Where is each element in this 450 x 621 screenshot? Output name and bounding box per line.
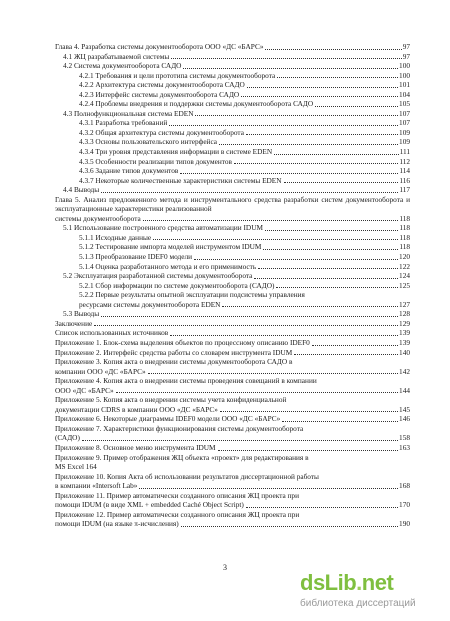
toc-leader	[274, 154, 398, 155]
toc-page-number: 109	[399, 127, 410, 137]
toc-entry-title-cont: ООО «ДС «БАРС»	[55, 385, 114, 395]
toc-entry-title: Приложение 1. Блок-схема выделения объектов по процессному описанию IDEF0	[55, 337, 310, 347]
toc-entry[interactable]	[55, 290, 410, 309]
toc-entry-title: 4.3.4 Три уровня представления информации в системе EDEN	[79, 147, 273, 157]
toc-leader	[234, 163, 398, 164]
toc-leader	[246, 507, 398, 508]
toc-entry-title: 4.3.2 Общая архитектура системы документооборота	[79, 127, 244, 137]
toc-entry[interactable]	[55, 80, 410, 90]
toc-page-number: 145	[399, 404, 410, 414]
toc-leader	[282, 421, 398, 422]
toc-entry[interactable]	[55, 262, 410, 272]
toc-page-number: 100	[399, 61, 410, 71]
watermark-subtitle: библиотека диссертаций	[300, 598, 416, 609]
toc-entry[interactable]	[55, 166, 410, 176]
toc-page-number: 109	[399, 137, 410, 147]
toc-entry[interactable]	[55, 309, 410, 319]
site-watermark[interactable]	[300, 570, 430, 614]
toc-leader	[183, 68, 398, 69]
toc-entry-title: 4.3.7 Некоторые количественные характеристики системы EDEN	[79, 175, 282, 185]
toc-entry-title: Приложение 4. Копия акта о внедрении системы проведения совещаний в компании	[55, 376, 317, 386]
toc-entry-title: Приложение 2. Интерфейс средства работы со словарем инструмента IDUM	[55, 347, 293, 357]
toc-entry-title: 5.2.1 Сбор информации по системе документооборота (САДО)	[79, 280, 275, 290]
toc-leader	[294, 354, 398, 355]
toc-page-number: 111	[399, 147, 410, 157]
toc-leader	[153, 239, 398, 240]
toc-leader	[276, 287, 398, 288]
toc-entry[interactable]	[55, 271, 410, 281]
toc-leader	[143, 220, 399, 221]
toc-page-number: 146	[399, 414, 410, 424]
toc-page-number: 129	[399, 318, 410, 328]
toc-leader	[265, 49, 401, 50]
toc-leader	[222, 306, 398, 307]
toc-page-number: 125	[399, 280, 410, 290]
toc-page-number: 97	[402, 51, 410, 61]
toc-leader	[284, 182, 399, 183]
toc-entry[interactable]	[55, 281, 410, 291]
toc-entry-title: Приложение 8. Основное меню инструмента IDUM	[55, 442, 216, 452]
toc-entry-title-cont: компании ООО «ДС «БАРС»	[55, 366, 146, 376]
toc-entry[interactable]	[55, 176, 410, 186]
toc-entry-title: Глава 4. Разработка системы документооборота ООО «ДС «БАРС»	[55, 42, 264, 51]
toc-leader	[169, 125, 398, 126]
toc-entry-title: 4.2.1 Требования и цели прототипа системы документооборота	[79, 70, 276, 80]
toc-page-number: 158	[399, 433, 410, 443]
toc-entry-title: Приложение 5. Копия акта о внедрении системы учета конфиденциальной	[55, 395, 287, 405]
toc-entry[interactable]	[55, 157, 410, 167]
toc-entry[interactable]	[55, 242, 410, 252]
toc-entry[interactable]	[55, 42, 410, 52]
toc-entry[interactable]	[55, 491, 410, 510]
toc-leader	[181, 526, 398, 527]
toc-entry-title-cont: документации CDRS в компании ООО «ДС «БАРС»	[55, 404, 218, 414]
toc-entry-title: 5.1.2 Тестирование импорта моделей инструментом IDUM	[79, 242, 262, 252]
toc-page-number: 142	[399, 366, 410, 376]
toc-leader	[195, 115, 398, 116]
toc-page-number: 170	[399, 500, 410, 510]
toc-page-number: 112	[399, 156, 410, 166]
toc-leader	[116, 392, 398, 393]
watermark-logo: dsLib.net	[300, 570, 394, 595]
toc-entry[interactable]	[55, 109, 410, 119]
toc-leader	[247, 87, 398, 88]
toc-entry[interactable]	[55, 395, 410, 414]
toc-entry-title: 5.2.2 Первые результаты опытной эксплуатации подсистемы управления	[79, 290, 305, 300]
toc-page-number: 100	[399, 70, 410, 80]
toc-entry-title: Список использованных источников	[55, 328, 169, 338]
toc-page-number: 107	[399, 108, 410, 118]
toc-leader	[194, 259, 398, 260]
toc-entry-title-cont: помощи IDUM (в виде XML + embedded Caché Object Script)	[55, 500, 244, 510]
toc-entry[interactable]	[55, 99, 410, 109]
toc-entry-title: Приложение 10. Копия Акта об использовании результатов диссертационной работы	[55, 471, 319, 481]
toc-leader	[171, 58, 401, 59]
toc-entry-title: 4.3.5 Особенности реализации типов документов	[79, 156, 232, 166]
toc-leader	[265, 230, 398, 231]
toc-entry-title: 4.3 Полнофункциональная система EDEN	[63, 108, 194, 118]
toc-leader	[258, 268, 398, 269]
toc-entry[interactable]	[55, 338, 410, 348]
toc-page-number: 190	[399, 519, 410, 529]
toc-entry-title: Приложение 7. Характеристики функционирования системы документооборота	[55, 423, 304, 433]
toc-leader	[82, 440, 398, 441]
toc-page-number: 127	[399, 299, 410, 309]
toc-entry-title: 4.3.6 Задание типов документов	[79, 166, 179, 176]
toc-leader	[94, 325, 398, 326]
toc-entry[interactable]	[55, 328, 410, 338]
toc-entry[interactable]	[55, 252, 410, 262]
toc-leader	[315, 106, 398, 107]
toc-page-number: 128	[399, 309, 410, 319]
toc-page-number: 118	[399, 232, 410, 242]
toc-page-number: 118	[399, 223, 410, 233]
toc-entry-title: 5.1.1 Исходные данные	[79, 232, 152, 242]
toc-entry[interactable]	[55, 71, 410, 81]
toc-page-number: 118	[399, 242, 410, 252]
toc-entry-title: 5.2 Эксплуатация разработанной системы документооборота	[63, 271, 253, 281]
toc-leader	[254, 278, 398, 279]
toc-entry-title: 5.1.3 Преобразование IDEF0 модели	[79, 252, 193, 262]
toc-entry[interactable]	[55, 118, 410, 128]
toc-entry[interactable]	[55, 453, 410, 472]
toc-entry-title-cont: в компании «Intersoft Lab»	[55, 481, 138, 491]
toc-entry-title: 5.3 Выводы	[63, 309, 100, 319]
toc-entry-title: 5.1.4 Оценка разработанного метода и его применимость	[79, 261, 257, 271]
toc-leader	[139, 488, 398, 489]
toc-entry-title: Заключение	[55, 318, 93, 328]
toc-entry-title: 4.2.4 Проблемы внедрения и поддержки системы документооборота САДО	[79, 99, 314, 109]
toc-entry[interactable]	[55, 443, 410, 453]
toc-entry-title-cont: MS Excel 164	[55, 462, 97, 472]
toc-entry-title: Приложение 12. Пример автоматически созданного описания ЖЦ проекта при	[55, 509, 300, 519]
toc-entry[interactable]	[55, 195, 410, 224]
toc-entry-title: 4.1 ЖЦ разрабатываемой системы	[63, 51, 170, 61]
toc-entry-title: Приложение 9. Пример отображения ЖЦ объекта «проект» для редактирования в	[55, 452, 309, 462]
toc-leader	[148, 373, 398, 374]
toc-page-number: 139	[399, 328, 410, 338]
toc-page-number: 105	[399, 99, 410, 109]
toc-leader	[241, 96, 398, 97]
toc-page-number: 140	[399, 347, 410, 357]
toc-leader	[246, 134, 398, 135]
toc-leader	[101, 192, 398, 193]
toc-leader	[277, 77, 398, 78]
toc-leader	[220, 411, 398, 412]
toc-entry[interactable]	[55, 90, 410, 100]
toc-entry-title-cont: системы документооборота	[55, 213, 141, 223]
toc-entry[interactable]	[55, 185, 410, 195]
toc-leader	[312, 345, 398, 346]
toc-leader	[180, 173, 398, 174]
toc-entry[interactable]	[55, 376, 410, 395]
table-of-contents	[55, 42, 410, 529]
toc-entry-title: Приложение 3. Копия акта о внедрении системы документооборота САДО в	[55, 357, 293, 367]
toc-entry[interactable]	[55, 319, 410, 329]
toc-page-number: 144	[399, 385, 410, 395]
toc-leader	[218, 450, 399, 451]
toc-leader	[101, 316, 398, 317]
toc-entry-title: 4.4 Выводы	[63, 185, 100, 195]
toc-entry-title: 4.2 Система документооборота САДО	[63, 61, 182, 71]
toc-page-number: 124	[399, 271, 410, 281]
toc-entry-title: 4.2.2 Архитектура системы документооборота САДО	[79, 80, 245, 90]
toc-page-number: 101	[399, 80, 410, 90]
toc-page-number: 117	[399, 185, 410, 195]
toc-entry[interactable]	[55, 424, 410, 443]
toc-entry-title: Глава 5. Анализ предложенного метода и инструментального средства разработки систем документооборота и эксплуатационные характеристики реализованной	[55, 194, 410, 214]
page-number: 3	[223, 563, 227, 572]
toc-page-number: 139	[399, 337, 410, 347]
toc-entry[interactable]	[55, 414, 410, 424]
toc-page-number: 107	[399, 118, 410, 128]
toc-entry-title: 4.2.3 Интерфейс системы документооборота САДО	[79, 89, 240, 99]
toc-entry-title: Приложение 11. Пример автоматически созданного описания ЖЦ проекта при	[55, 490, 299, 500]
toc-page-number: 97	[402, 42, 410, 51]
toc-entry-title: 4.3.1 Разработка требований	[79, 118, 168, 128]
toc-leader	[219, 144, 398, 145]
toc-leader	[170, 335, 398, 336]
toc-leader	[263, 249, 398, 250]
toc-entry[interactable]	[55, 472, 410, 491]
toc-entry[interactable]	[55, 128, 410, 138]
toc-page-number: 120	[399, 252, 410, 262]
toc-entry-title-cont: (САДО)	[55, 433, 80, 443]
toc-entry[interactable]	[55, 137, 410, 147]
toc-page-number: 116	[399, 175, 410, 185]
toc-entry[interactable]	[55, 223, 410, 233]
toc-page-number: 122	[399, 261, 410, 271]
toc-entry-title-cont: помощи IDUM (на языке π-исчисления)	[55, 519, 179, 529]
toc-entry[interactable]	[55, 147, 410, 157]
toc-page-number: 114	[399, 166, 410, 176]
toc-entry[interactable]	[55, 61, 410, 71]
toc-page-number: 104	[399, 89, 410, 99]
toc-entry-title-cont: ресурсами системы документооборота EDEN	[79, 299, 221, 309]
toc-page-number: 168	[399, 481, 410, 491]
toc-page-number: 118	[399, 213, 410, 223]
toc-entry-title: Приложение 6. Некоторые диаграммы IDEF0 модели ООО «ДС «БАРС»	[55, 414, 281, 424]
toc-entry[interactable]	[55, 52, 410, 62]
toc-entry[interactable]	[55, 348, 410, 358]
toc-entry[interactable]	[55, 510, 410, 529]
toc-entry[interactable]	[55, 357, 410, 376]
toc-entry-title: 4.3.3 Основы пользовательского интерфейса	[79, 137, 218, 147]
toc-page-number: 163	[399, 442, 410, 452]
toc-entry-title: 5.1 Использование построенного средства автоматизации IDUM	[63, 223, 263, 233]
toc-entry[interactable]	[55, 233, 410, 243]
